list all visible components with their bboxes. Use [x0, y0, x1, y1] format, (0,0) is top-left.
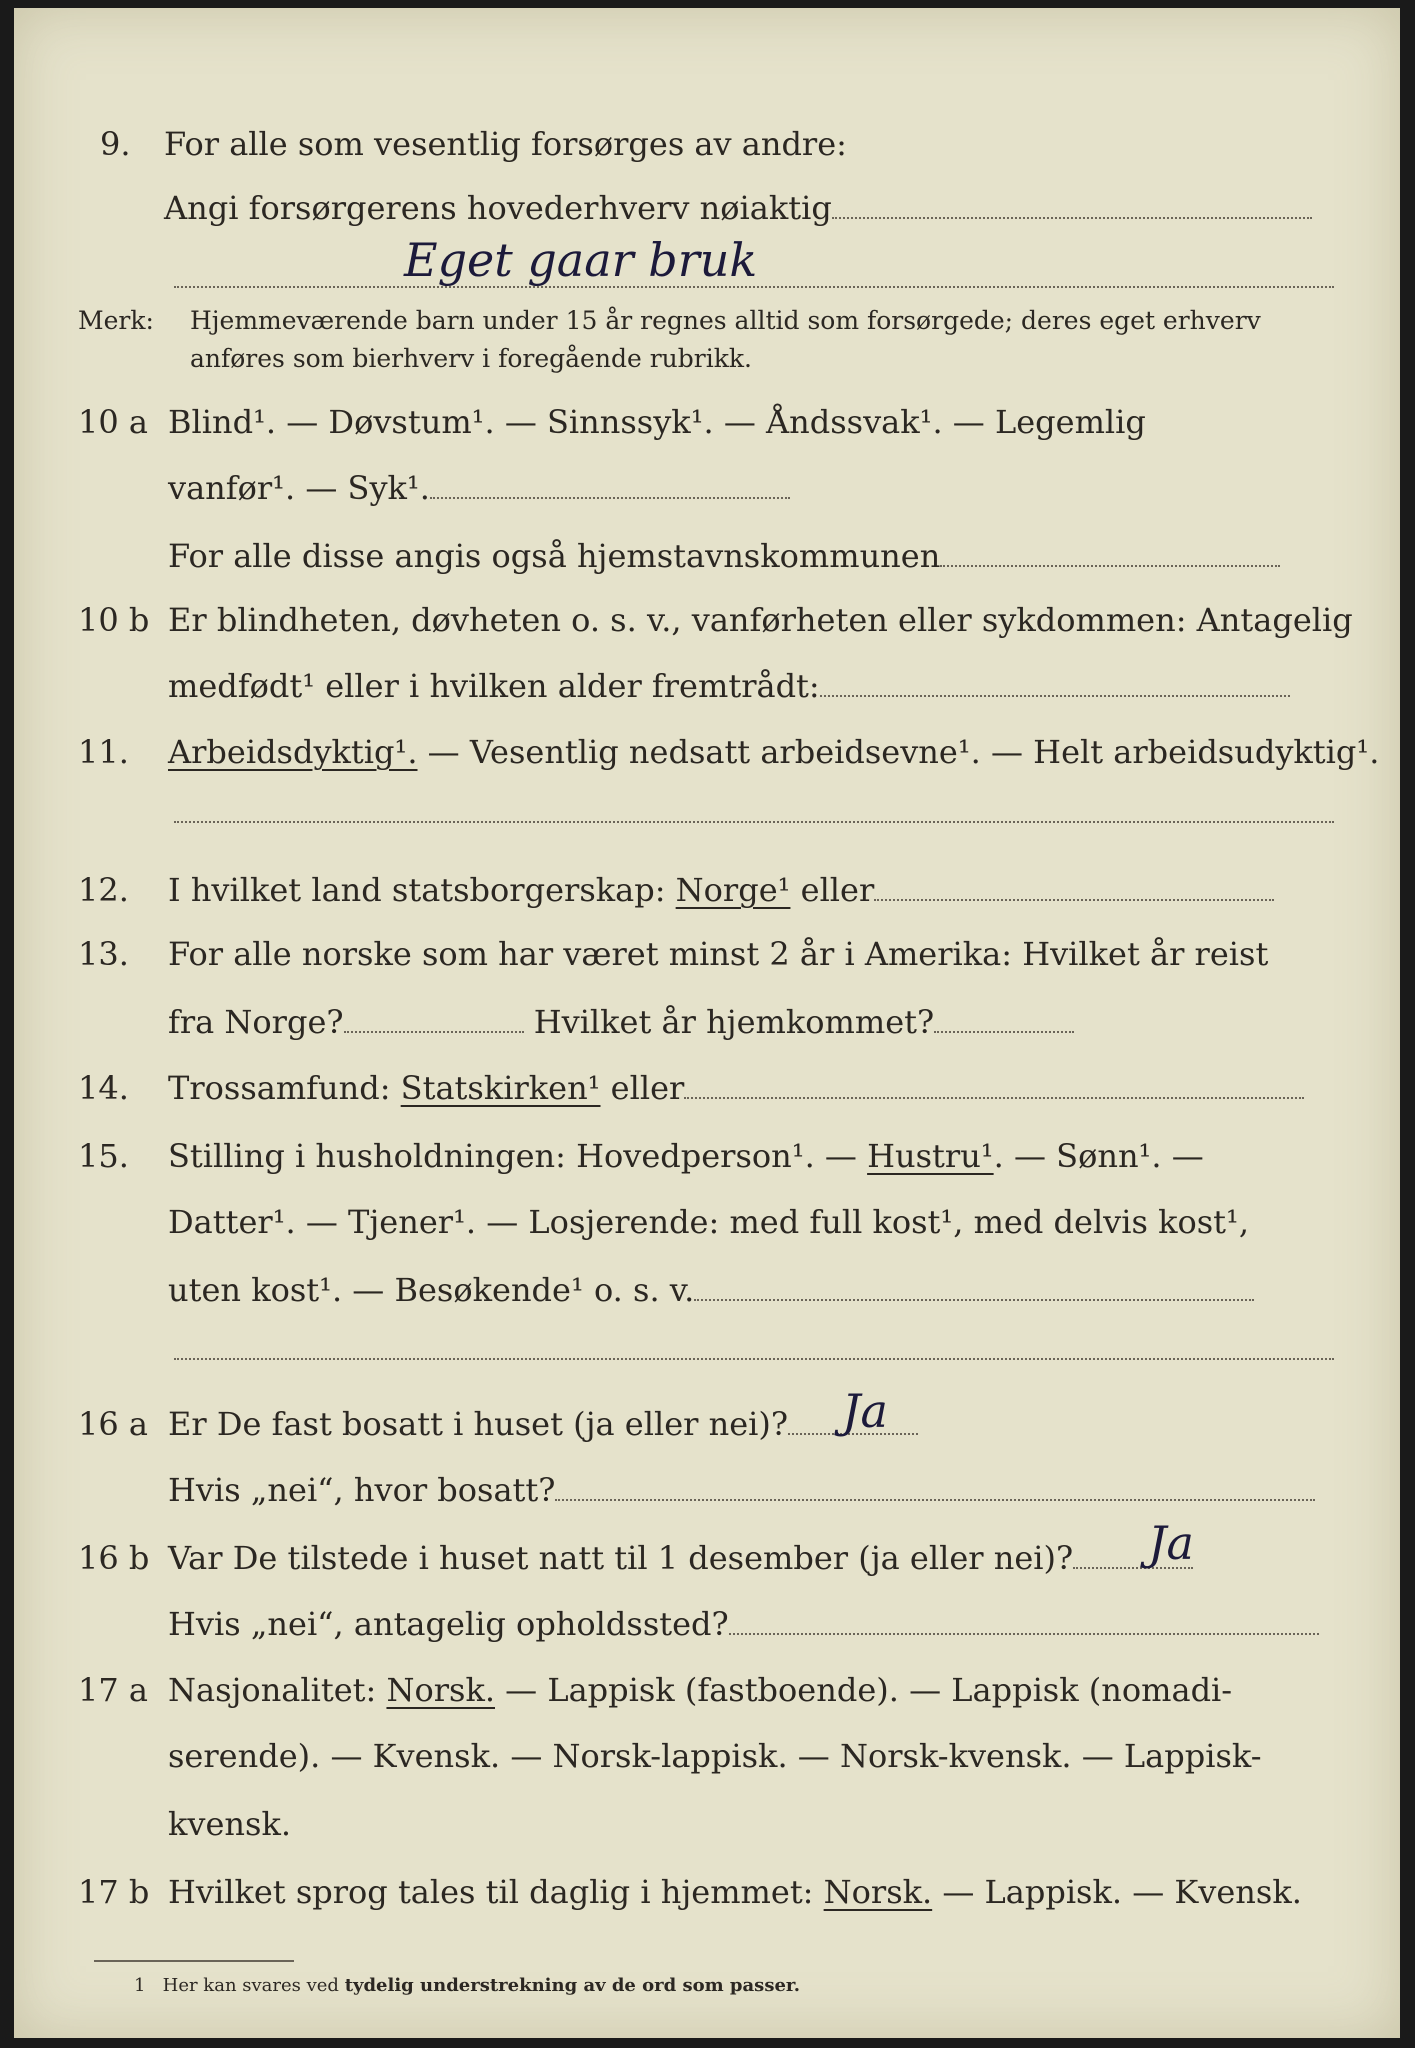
q12-answer-line[interactable] [874, 875, 1274, 901]
q16b-line1-text: Var De tilstede i huset natt til 1 desember (ja eller nei)? [168, 1539, 1074, 1577]
q17a-number: 17 a [78, 1671, 148, 1709]
q15-option-hustru[interactable]: Hustru¹ [867, 1137, 994, 1175]
census-form-page [14, 8, 1400, 2038]
footnote-pre: Her kan svares ved [162, 1975, 345, 1996]
q17a-line1rest: — Lappisk (fastboende). — Lappisk (nomadi- [495, 1671, 1233, 1709]
q16a-line2-text: Hvis „nei“, hvor bosatt? [168, 1471, 556, 1509]
q14-option-statskirken[interactable]: Statskirken¹ [400, 1069, 601, 1107]
q9-line1: For alle som vesentlig forsørges av andre: [164, 125, 847, 163]
q9-number: 9. [100, 125, 131, 163]
q10b-line2 [168, 666, 1290, 706]
merk-line2: anføres som bierhverv i foregående rubrikk. [190, 344, 752, 373]
q10b-line2-text: medfødt¹ eller i hvilken alder fremtrådt: [168, 667, 820, 705]
q11-line [168, 732, 1379, 772]
q10b-line1: Er blindheten, døvheten o. s. v., vanførheten eller sykdommen: Antagelig [168, 601, 1353, 639]
q13-line2a: fra Norge? [168, 1003, 344, 1041]
q16b-line2-text: Hvis „nei“, antagelig opholdssted? [168, 1605, 729, 1643]
q17a-line1 [168, 1670, 1232, 1710]
q9-answer-line[interactable] [832, 193, 1312, 219]
q15-line1 [168, 1136, 1204, 1176]
q10a-line3-text: For alle disse angis også hjemstavnskommunen [168, 537, 941, 575]
q17b-line [168, 1872, 1302, 1912]
q17a-line2: serende). — Kvensk. — Norsk-lappisk. — Norsk-kvensk. — Lappisk- [168, 1737, 1262, 1775]
q9-handwritten-answer: Eget gaar bruk [404, 233, 758, 287]
q15-line3-text: uten kost¹. — Besøkende¹ o. s. v. [168, 1271, 695, 1309]
footnote-rule [94, 1960, 294, 1962]
footnote-mark: 1 [134, 1975, 146, 1996]
q10a-line2-text: vanfør¹. — Syk¹. [168, 469, 430, 507]
q14-number: 14. [78, 1069, 129, 1107]
q9-line2 [164, 188, 1312, 228]
q11-number: 11. [78, 733, 129, 771]
q17b-post: — Lappisk. — Kvensk. [932, 1873, 1302, 1911]
q10a-line3 [168, 536, 1280, 576]
q12-pre: I hvilket land statsborgerskap: [168, 871, 676, 909]
q11-answer-line [174, 821, 1334, 823]
q10a-answer-line[interactable] [430, 473, 790, 499]
merk-label: Merk: [78, 306, 154, 335]
q16b-handwritten-answer: Ja [1148, 1516, 1194, 1570]
q10b-answer-line[interactable] [820, 671, 1290, 697]
q17b-pre: Hvilket sprog tales til daglig i hjemmet: [168, 1873, 824, 1911]
q16b-line1 [168, 1538, 1193, 1578]
q14-post: eller [600, 1069, 685, 1107]
q16a-line1-text: Er De fast bosatt i huset (ja eller nei)? [168, 1405, 789, 1443]
q16a-line1 [168, 1404, 918, 1444]
q17a-option-norsk[interactable]: Norsk. [386, 1671, 495, 1709]
q17a-line3: kvensk. [168, 1805, 291, 1843]
q17b-option-norsk[interactable]: Norsk. [823, 1873, 933, 1911]
q15-answer-line[interactable] [694, 1275, 1254, 1301]
q14-line [168, 1068, 1304, 1108]
footnote-bold: tydelig understrekning av de ord som passer. [344, 1975, 800, 1996]
q15-answer-line2 [174, 1358, 1334, 1360]
q13-line1: For alle norske som har været minst 2 år i Amerika: Hvilket år reist [168, 935, 1269, 973]
q10a-line2 [168, 468, 790, 508]
q17a-pre: Nasjonalitet: [168, 1671, 387, 1709]
q13-hjemkommet-line[interactable] [934, 1007, 1074, 1033]
q9-answer-line2 [174, 286, 1334, 288]
q11-rest: — Vesentlig nedsatt arbeidsevne¹. — Helt arbeidsudyktig¹. [417, 733, 1380, 771]
q11-option-arbeidsdyktig[interactable]: Arbeidsdyktig¹. [168, 733, 418, 771]
q16a-handwritten-answer: Ja [842, 1384, 888, 1438]
q12-number: 12. [78, 871, 129, 909]
merk-line1: Hjemmeværende barn under 15 år regnes alltid som forsørgede; deres eget erhverv [190, 306, 1261, 335]
q12-line [168, 870, 1274, 910]
q15-line1b: . — Sønn¹. — [993, 1137, 1204, 1175]
q13-line2b: Hvilket år hjemkommet? [533, 1003, 935, 1041]
q16b-line2 [168, 1604, 1319, 1644]
q13-line2 [168, 1002, 1074, 1042]
q14-pre: Trossamfund: [168, 1069, 401, 1107]
q12-post: eller [790, 871, 875, 909]
q14-answer-line[interactable] [684, 1073, 1304, 1099]
q13-number: 13. [78, 935, 129, 973]
q10b-number: 10 b [78, 601, 150, 639]
q15-number: 15. [78, 1137, 129, 1175]
q10a-line1: Blind¹. — Døvstum¹. — Sinnssyk¹. — Åndssvak¹. — Legemlig [168, 403, 1146, 441]
q16a-bosatt-line[interactable] [555, 1475, 1315, 1501]
q9-line2-text: Angi forsørgerens hovederhverv nøiaktig [164, 189, 832, 227]
q10a-hjemstavn-line[interactable] [940, 541, 1280, 567]
q15-line1a: Stilling i husholdningen: Hovedperson¹. — [168, 1137, 868, 1175]
footnote [134, 1974, 800, 1998]
q12-option-norge[interactable]: Norge¹ [675, 871, 791, 909]
q15-line2: Datter¹. — Tjener¹. — Losjerende: med full kost¹, med delvis kost¹, [168, 1203, 1250, 1241]
q16a-number: 16 a [78, 1405, 148, 1443]
q16b-number: 16 b [78, 1539, 150, 1577]
q15-line3 [168, 1270, 1254, 1310]
q17b-number: 17 b [78, 1873, 150, 1911]
q16a-line2 [168, 1470, 1315, 1510]
q10a-number: 10 a [78, 403, 148, 441]
q13-reist-line[interactable] [344, 1007, 524, 1033]
q16b-opholdssted-line[interactable] [729, 1609, 1319, 1635]
